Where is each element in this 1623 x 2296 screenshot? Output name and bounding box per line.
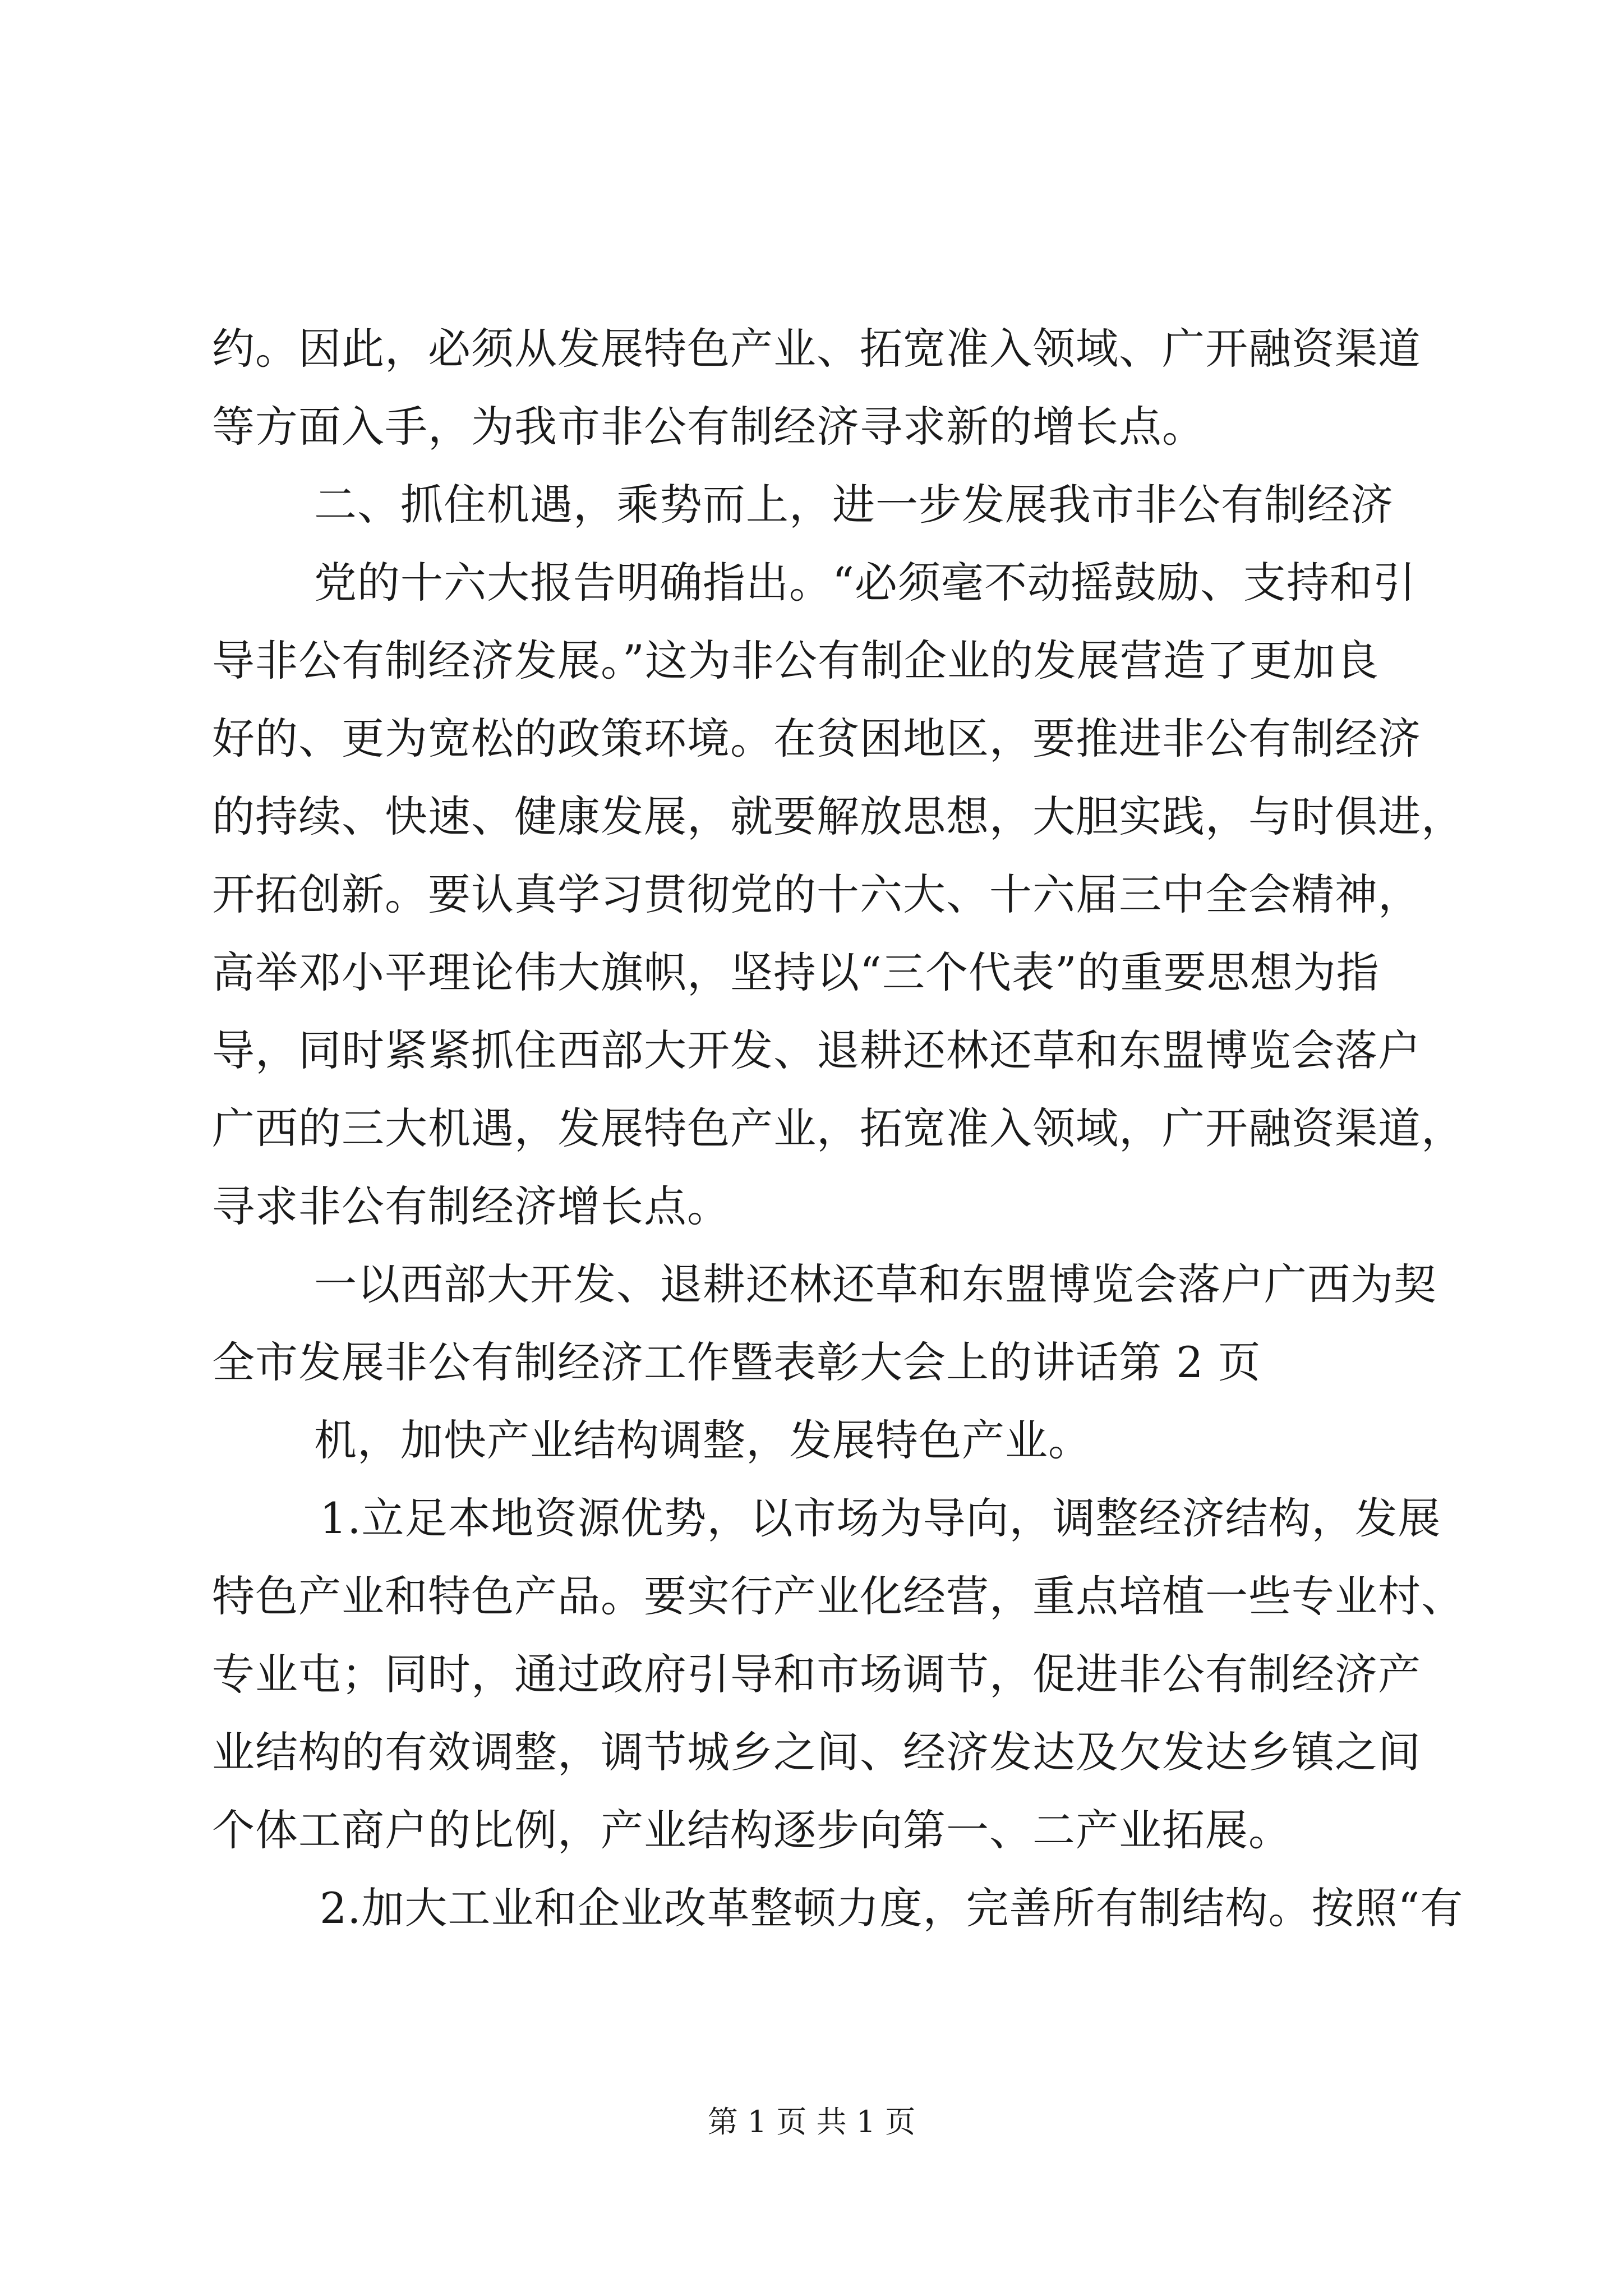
text-line: 一以西部大开发、退耕还林还草和东盟博览会落户广西为契	[314, 1259, 1437, 1309]
text-line: 寻求非公有制经济增长点。	[212, 1181, 730, 1231]
text-line: 导非公有制经济发展。”这为非公有制企业的发展营造了更加良	[212, 636, 1379, 685]
running-title: 全市发展非公有制经济工作暨表彰大会上的讲话第 2 页	[212, 1337, 1261, 1387]
list-item-2: 2.加大工业和企业改革整顿力度，完善所有制结构。按照“有	[320, 1883, 1464, 1933]
text-line: 个体工商户的比例，产业结构逐步向第一、二产业拓展。	[212, 1805, 1292, 1855]
text-line: 开拓创新。要认真学习贯彻党的十六大、十六届三中全会精神，	[212, 869, 1421, 919]
section-heading: 二、抓住机遇，乘势而上，进一步发展我市非公有制经济	[314, 480, 1394, 530]
text-line: 业结构的有效调整，调节城乡之间、经济发达及欠发达乡镇之间	[212, 1727, 1421, 1777]
text-line: 的持续、快速、健康发展，就要解放思想，大胆实践，与时俱进，	[212, 792, 1464, 841]
list-item-1: 1.立足本地资源优势，以市场为导向，调整经济结构，发展	[320, 1493, 1441, 1543]
text-line: 好的、更为宽松的政策环境。在贫困地区，要推进非公有制经济	[212, 714, 1421, 763]
text-line: 广西的三大机遇，发展特色产业，拓宽准入领域，广开融资渠道，	[212, 1103, 1464, 1153]
text-line: 等方面入手，为我市非公有制经济寻求新的增长点。	[212, 402, 1205, 452]
text-line: 导，同时紧紧抓住西部大开发、退耕还林还草和东盟博览会落户	[212, 1025, 1421, 1075]
text-line: 特色产业和特色产品。要实行产业化经营，重点培植一些专业村、	[212, 1571, 1464, 1621]
text-line: 约。因此，必须从发展特色产业、拓宽准入领域、广开融资渠道	[212, 324, 1421, 374]
page-number-footer: 第 1 页 共 1 页	[707, 2104, 916, 2139]
text-line: 专业屯；同时，通过政府引导和市场调节，促进非公有制经济产	[212, 1649, 1421, 1699]
text-line: 机，加快产业结构调整，发展特色产业。	[314, 1415, 1091, 1465]
text-line: 高举邓小平理论伟大旗帜，坚持以“三个代表”的重要思想为指	[212, 947, 1380, 997]
text-line: 党的十六大报告明确指出。“必须毫不动摇鼓励、支持和引	[314, 558, 1416, 608]
